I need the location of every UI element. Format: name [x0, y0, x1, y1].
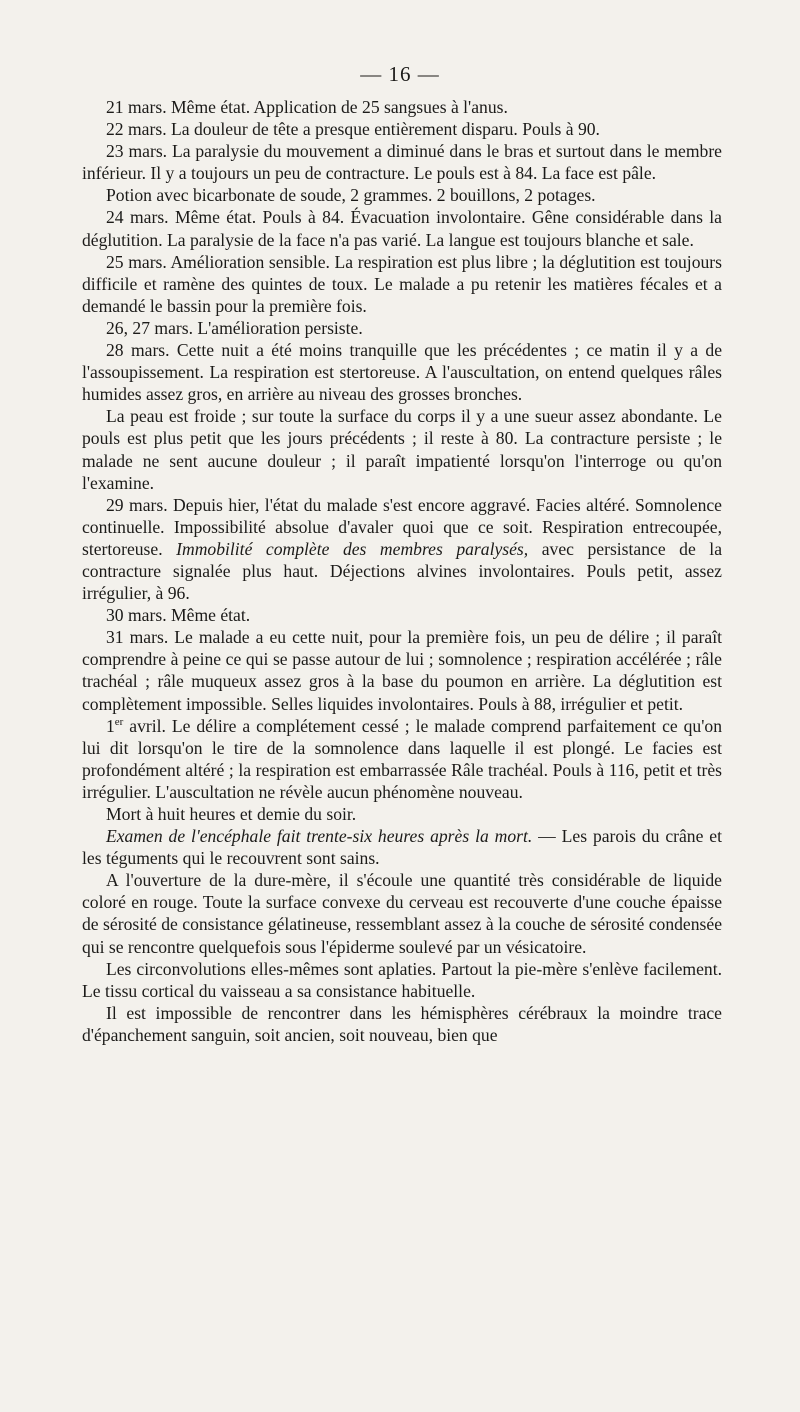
paragraph: Les circonvolutions elles-mêmes sont aplaties. Partout la pie-mère s'enlève facilement. Le tissu cortical du vaisseau a sa consistance habituelle. [82, 958, 722, 1001]
paragraph: 28 mars. Cette nuit a été moins tranquille que les précédentes ; ce matin il y a de l'assoupissement. La respiration est stertoreuse. A l'auscultation, on entend quelques râles humides assez gros, en arrière au niveau des grosses bronches. [82, 340, 722, 405]
paragraph: 31 mars. Le malade a eu cette nuit, pour la première fois, un peu de délire ; il paraît comprendre à peine ce qui se passe autour de lui ; somnolence ; respiration accélérée ; râle trachéal ; râle muqueux assez gros à la base du poumon en arrière. La déglutition est complètement impossible. Selles liquides involontaires. Pouls à 88, irrégulier et petit. [82, 627, 722, 714]
italic-emphasis: Immobilité complète des membres paralysés, [176, 538, 529, 559]
text-run: — Les parois du crâne et les téguments qui le recouvrent sont sains. [82, 826, 722, 869]
text-run: avril. Le délire a complétement cessé ; le malade comprend parfaitement ce qu'on lui dit lorsqu'on le tire de la somnolence dans laquelle il est plongé. Le facies est profondément altéré ; la respiration est embarrassée Râle trachéal. Pouls à 116, petit et très irrégulier. L'auscultation ne révèle aucun phénomène nouveau. [82, 715, 722, 802]
paragraph [82, 494, 722, 604]
paragraph: Il est impossible de rencontrer dans les hémisphères cérébraux la moindre trace d'épanchement sanguin, soit ancien, soit nouveau, bien que [82, 1002, 722, 1045]
section-heading-italic: Examen de l'encéphale fait trente-six heures après la mort. [106, 826, 533, 847]
paragraph: Mort à huit heures et demie du soir. [106, 804, 357, 824]
paragraph: A l'ouverture de la dure-mère, il s'écoule une quantité très considérable de liquide coloré en rouge. Toute la surface convexe du cerveau est recouverte d'une couche épaisse de sérosité de consistance gélatineuse, ressemblant assez à la couche de sérosité condensée qui se rencontre quelquefois sous l'épiderme soulevé par un vésicatoire. [82, 870, 722, 957]
ordinal-superscript: er [114, 715, 124, 728]
page-number-header: — 16 — [360, 62, 440, 86]
paragraph: 22 mars. La douleur de tête a presque entièrement disparu. Pouls à 90. [106, 119, 600, 140]
paragraph: 26, 27 mars. L'amélioration persiste. [106, 317, 363, 338]
date-number: 1 [106, 715, 115, 736]
text-run: avec persistance de la contracture signalée plus haut. Déjections alvines involontaires. Pouls petit, assez irrégulier, à 96. [82, 538, 722, 604]
paragraph [82, 715, 722, 803]
paragraph: 24 mars. Même état. Pouls à 84. Évacuation involontaire. Gêne considérable dans la déglutition. La paralysie de la face n'a pas varié. La langue est toujours blanche et sale. [82, 207, 722, 250]
paragraph: 30 mars. Même état. [106, 605, 251, 626]
text-run: 29 mars. Depuis hier, l'état du malade s'est encore aggravé. Facies altéré. Somnolence continuelle. Impossibilité absolue d'avaler quoi que ce soit. Respiration entrecoupée, stertoreuse. [82, 494, 722, 559]
paragraph: 21 mars. Même état. Application de 25 sangsues à l'anus. [106, 97, 508, 117]
paragraph [82, 825, 722, 869]
body-text [82, 96, 722, 1046]
paragraph: La peau est froide ; sur toute la surface du corps il y a une sueur assez abondante. Le pouls est plus petit que les jours précédents ; il reste à 80. La contracture persiste ; le malade ne sent aucune douleur ; il paraît impatienté lorsqu'on l'interroge ou qu'on l'examine. [82, 406, 722, 493]
paragraph: 23 mars. La paralysie du mouvement a diminué dans le bras et surtout dans le membre inférieur. Il y a toujours un peu de contracture. Le pouls est à 84. La face est pâle. [82, 141, 722, 184]
paragraph: Potion avec bicarbonate de soude, 2 grammes. 2 bouillons, 2 potages. [106, 185, 596, 206]
paragraph: 25 mars. Amélioration sensible. La respiration est plus libre ; la déglutition est toujours difficile et ramène des quintes de toux. Le malade a pu retenir les matières fécales et a demandé le bassin pour la première fois. [82, 251, 722, 316]
